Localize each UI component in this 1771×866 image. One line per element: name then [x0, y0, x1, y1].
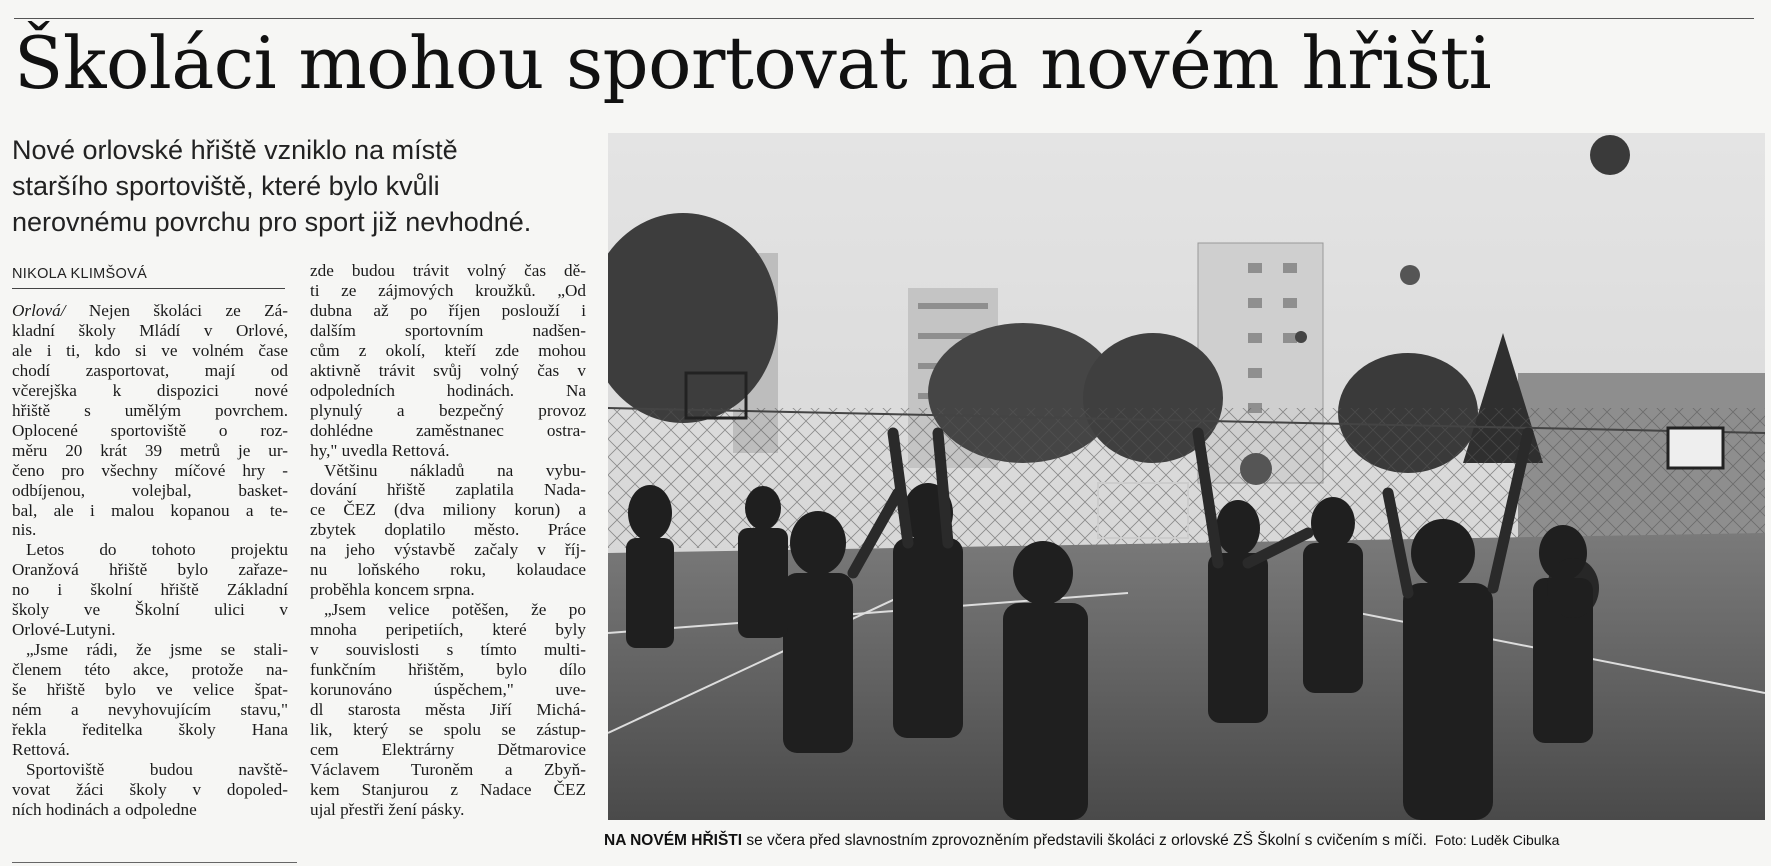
body-text-line: dubna až po říjen poslouží i [310, 300, 586, 320]
body-text-line: v souvislosti s tímto multi- [310, 640, 586, 660]
deck-line: nerovnému povrchu pro sport již nevhodné. [12, 207, 532, 237]
caption-lead: NA NOVÉM HŘIŠTI [604, 832, 743, 849]
deck-line: staršího sportoviště, které bylo kvůli [12, 171, 440, 201]
body-text-line: ních hodinách a odpoledne [12, 799, 197, 819]
body-text-line: ném a nevyhovujícím stavu," [12, 700, 288, 720]
body-text-line: nu loňského roku, kolaudace [310, 560, 586, 580]
basketball-practice-photo [608, 133, 1765, 820]
body-text-line: hy," uvedla Rettová. [310, 440, 450, 460]
body-text-line: nis. [12, 520, 37, 540]
body-text-line: „Jsme rádi, že jsme se stali- [26, 640, 288, 660]
body-text-line: ti ze zájmových kroužků. „Od [310, 280, 586, 300]
body-text-line: Letos do tohoto projektu [26, 540, 288, 560]
body-text-line: chodí zasportovat, mají od [12, 360, 288, 380]
body-text-line: měru 20 krát 39 metrů je ur- [12, 440, 288, 460]
photo-credit: Foto: Luděk Cibulka [1434, 832, 1560, 848]
body-text-line: odpoledních hodinách. Na [310, 380, 586, 400]
body-text-line: hřiště s umělým povrchem. [12, 400, 288, 420]
body-text-line: odbíjenou, volejbal, basket- [12, 480, 288, 500]
body-text-line: Většinu nákladů na vybu- [324, 460, 586, 480]
body-text-line: školy ve Školní ulici v [12, 600, 288, 620]
body-text-line: Rettová. [12, 739, 70, 759]
body-text-line: cem Elektrárny Dětmarovice [310, 739, 586, 759]
photo-caption [604, 832, 1764, 850]
body-text-line: dalším sportovním nadšen- [310, 320, 586, 340]
body-text-line: ale i ti, kdo si ve volném čase [12, 340, 288, 360]
body-text-line: včerejška k dispozici nové [12, 380, 288, 400]
caption-text: se včera před slavnostním zprovozněním představili školáci z orlovské ZŠ Školní s cvičením s míči. [742, 832, 1427, 849]
body-text-line: ce ČEZ (dva miliony korun) a [310, 500, 586, 520]
body-text-line: „Jsem velice potěšen, že po [324, 600, 586, 620]
body-text-line: Orlové-Lutyni. [12, 620, 116, 640]
body-text-line: cům z okolí, kteří zde mohou [310, 340, 586, 360]
body-text-line: ujal přestři žení pásky. [310, 799, 465, 819]
article-column-1 [12, 301, 288, 820]
body-text-line: funkčním hřištěm, bylo dílo [310, 660, 586, 680]
body-text-line: dohlédne zaměstnanec ostra- [310, 420, 586, 440]
headline: Školáci mohou sportovat na novém hřišti [14, 21, 1492, 105]
body-text: Nejen školáci ze Zá- [65, 301, 288, 320]
body-text-line: zde budou trávit volný čas dě- [310, 261, 586, 280]
body-text-line: Sportoviště budou navště- [26, 759, 288, 779]
body-text-line: kladní školy Mládí v Orlové, [12, 320, 288, 340]
body-text-line: proběhla koncem srpna. [310, 580, 475, 600]
body-text-line: aktivně trávit svůj volný čas v [310, 360, 586, 380]
body-text-line: vovat žáci školy v dopoled- [12, 779, 288, 799]
body-text-line: še hřiště bylo ve velice špat- [12, 680, 288, 700]
body-text-line: čeno pro všechny míčové hry - [12, 460, 288, 480]
deck-line: Nové orlovské hřiště vzniklo na místě [12, 135, 458, 165]
body-text-line: Oranžová hřiště bylo zařaze- [12, 560, 288, 580]
body-text-line: bal, ale i malou kopanou a te- [12, 500, 288, 520]
body-text-line: lik, který se spolu se zástup- [310, 719, 586, 739]
author-byline: NIKOLA KLIMŠOVÁ [12, 266, 285, 289]
body-text-line: korunováno úspěchem," uve- [310, 680, 586, 700]
body-text-line: no i školní hřiště Základní [12, 580, 288, 600]
body-text-line: řekla ředitelka školy Hana [12, 720, 288, 740]
body-text-line: kem Stanjurou z Nadace ČEZ [310, 779, 586, 799]
article-column-2 [310, 261, 586, 820]
body-text-line: zbytek doplatilo město. Práce [310, 520, 586, 540]
deck [12, 132, 572, 240]
body-text-line: Václavem Turoněm a Zbyň- [310, 759, 586, 779]
body-text-line [12, 301, 288, 321]
body-text-line: Oplocené sportoviště o roz- [12, 420, 288, 440]
body-text-line: dování hřiště zaplatila Nada- [310, 480, 586, 500]
article-photo [608, 133, 1765, 820]
body-text-line: mnoha peripetiích, které byly [310, 620, 586, 640]
body-text-line: členem této akce, protože na- [12, 660, 288, 680]
body-text-line: plynulý a bezpečný provoz [310, 400, 586, 420]
body-text-line: na jeho výstavbě začaly v říj- [310, 540, 586, 560]
dateline: Orlová/ [12, 301, 66, 320]
bottom-rule [12, 862, 297, 863]
body-text-line: dl starosta města Jiří Michá- [310, 699, 586, 719]
